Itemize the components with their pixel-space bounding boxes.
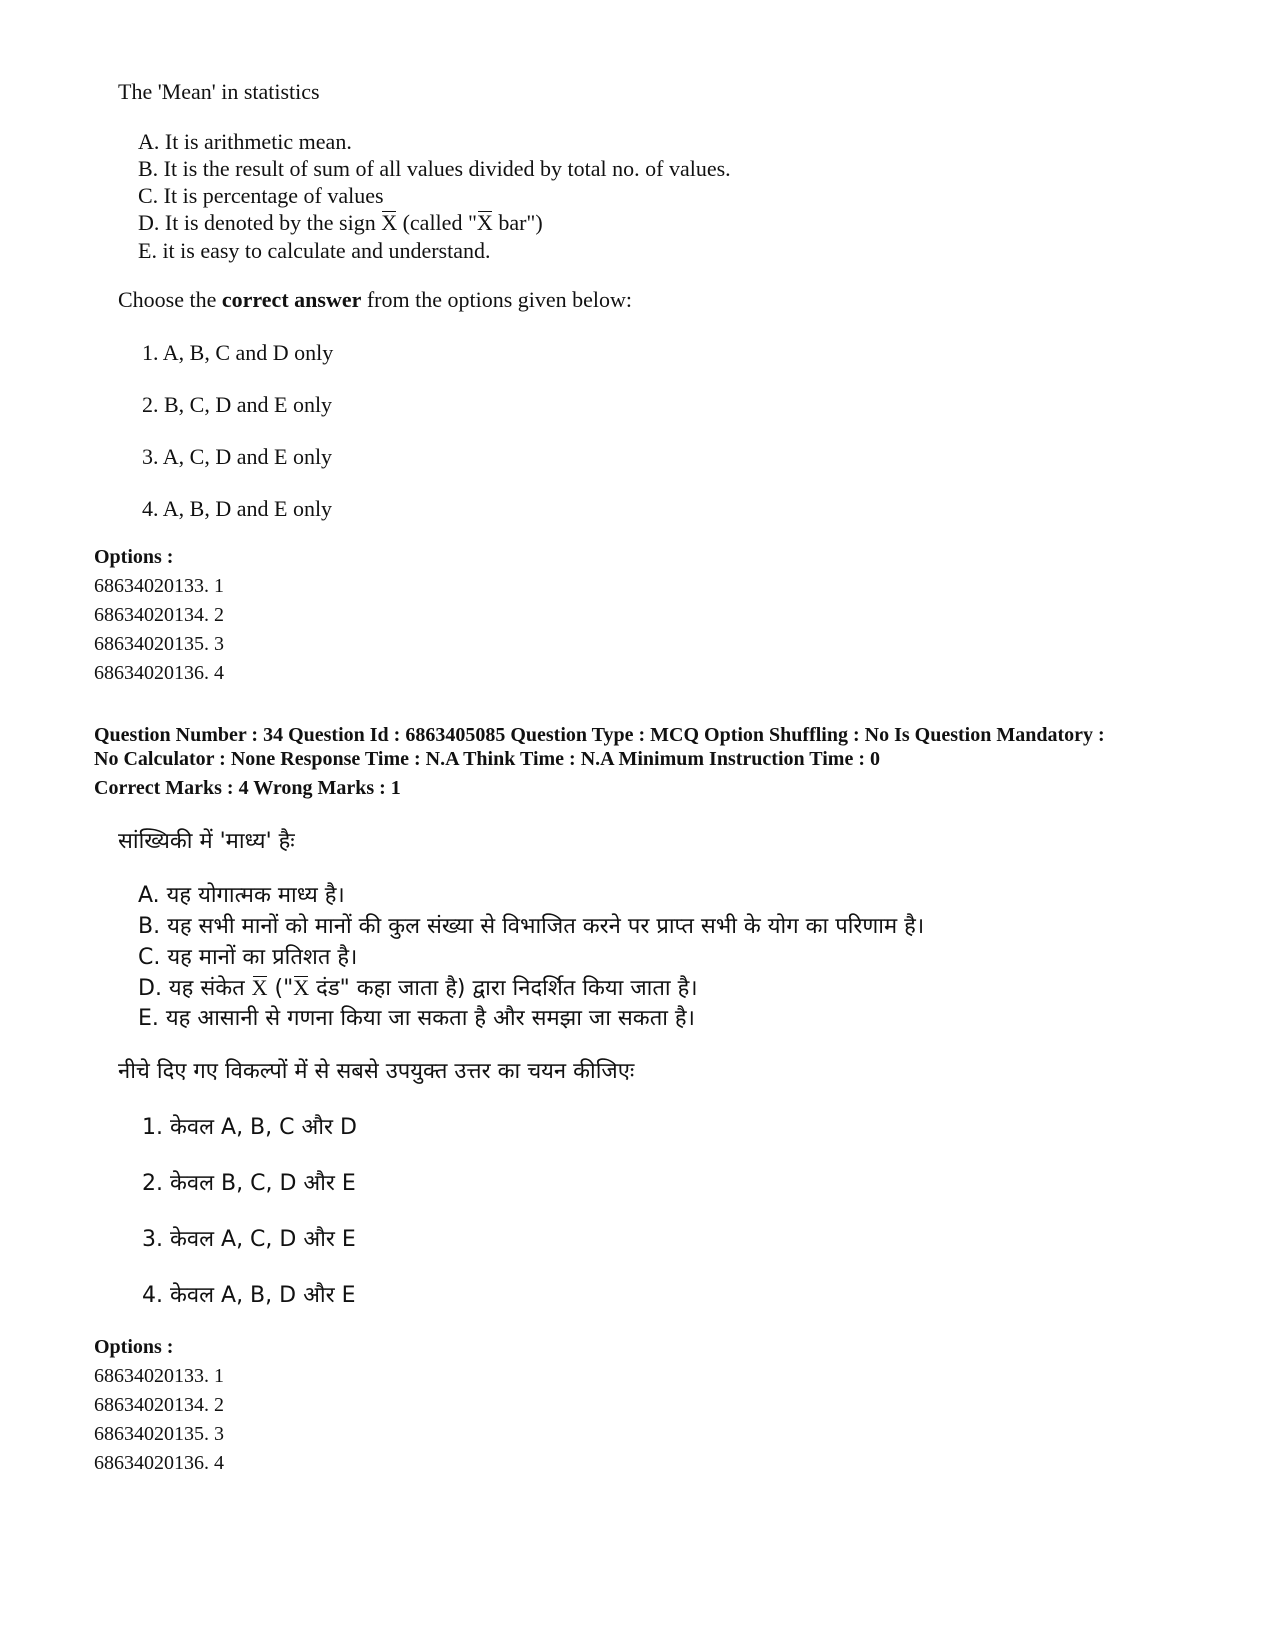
q34-statement-d: D. यह संकेत X ("X दंड" कहा जाता है) द्वारा निदर्शित किया जाता है।: [138, 975, 698, 1001]
q33-instruction: Choose the correct answer from the options given below:: [118, 287, 633, 312]
q34-answer-4: 4. केवल A, B, D और E: [142, 1283, 356, 1308]
q33-statement-e: E. it is easy to calculate and understand.: [138, 238, 491, 263]
q33-options-label: Options :: [94, 546, 174, 568]
q33-option-2: 68634020134. 2: [94, 604, 224, 626]
q33-answer-1: 1. A, B, C and D only: [142, 340, 334, 365]
x-bar-symbol: X: [293, 975, 310, 1000]
q34-answer-1: 1. केवल A, B, C और D: [142, 1115, 357, 1140]
q34-statement-a: A. यह योगात्मक माध्य है।: [138, 883, 345, 908]
q33-answer-3: 3. A, C, D and E only: [142, 444, 333, 469]
q33-statement-a: A. It is arithmetic mean.: [138, 129, 352, 154]
q33-statement-b: B. It is the result of sum of all values divided by total no. of values.: [138, 156, 731, 181]
q33-option-4: 68634020136. 4: [94, 662, 224, 684]
q34-answer-3: 3. केवल A, C, D और E: [142, 1227, 356, 1252]
q34-answer-2: 2. केवल B, C, D और E: [142, 1171, 356, 1196]
q33-statement-d: D. It is denoted by the sign X (called "X bar"): [138, 210, 543, 235]
q34-option-1: 68634020133. 1: [94, 1365, 224, 1387]
q33-statement-c: C. It is percentage of values: [138, 183, 384, 208]
q34-meta-line2: No Calculator : None Response Time : N.A Think Time : N.A Minimum Instruction Time : 0: [94, 748, 880, 770]
q34-statement-b: B. यह सभी मानों को मानों की कुल संख्या से विभाजित करने पर प्राप्त सभी के योग का परिणाम है।: [138, 914, 925, 939]
q33-answer-2: 2. B, C, D and E only: [142, 392, 333, 417]
x-bar-symbol: X: [381, 210, 398, 235]
q34-statement-e: E. यह आसानी से गणना किया जा सकता है और समझा जा सकता है।: [138, 1006, 695, 1031]
q34-statement-c: C. यह मानों का प्रतिशत है।: [138, 945, 358, 970]
q34-option-4: 68634020136. 4: [94, 1452, 224, 1474]
q34-options-label: Options :: [94, 1336, 174, 1358]
q34-stem: सांख्यिकी में 'माध्य' हैः: [118, 829, 295, 854]
q33-option-3: 68634020135. 3: [94, 633, 224, 655]
q34-instruction: नीचे दिए गए विकल्पों में से सबसे उपयुक्त उत्तर का चयन कीजिएः: [118, 1059, 635, 1084]
q33-stem: The 'Mean' in statistics: [118, 79, 320, 104]
x-bar-symbol: X: [476, 210, 493, 235]
q34-option-3: 68634020135. 3: [94, 1423, 224, 1445]
q34-meta-line1: Question Number : 34 Question Id : 6863405085 Question Type : MCQ Option Shuffling : No Is Question Mandatory :: [94, 724, 1105, 746]
x-bar-symbol: X: [251, 975, 268, 1000]
q33-answer-4: 4. A, B, D and E only: [142, 496, 333, 521]
q33-option-1: 68634020133. 1: [94, 575, 224, 597]
q34-option-2: 68634020134. 2: [94, 1394, 224, 1416]
q34-marks: Correct Marks : 4 Wrong Marks : 1: [94, 777, 401, 799]
